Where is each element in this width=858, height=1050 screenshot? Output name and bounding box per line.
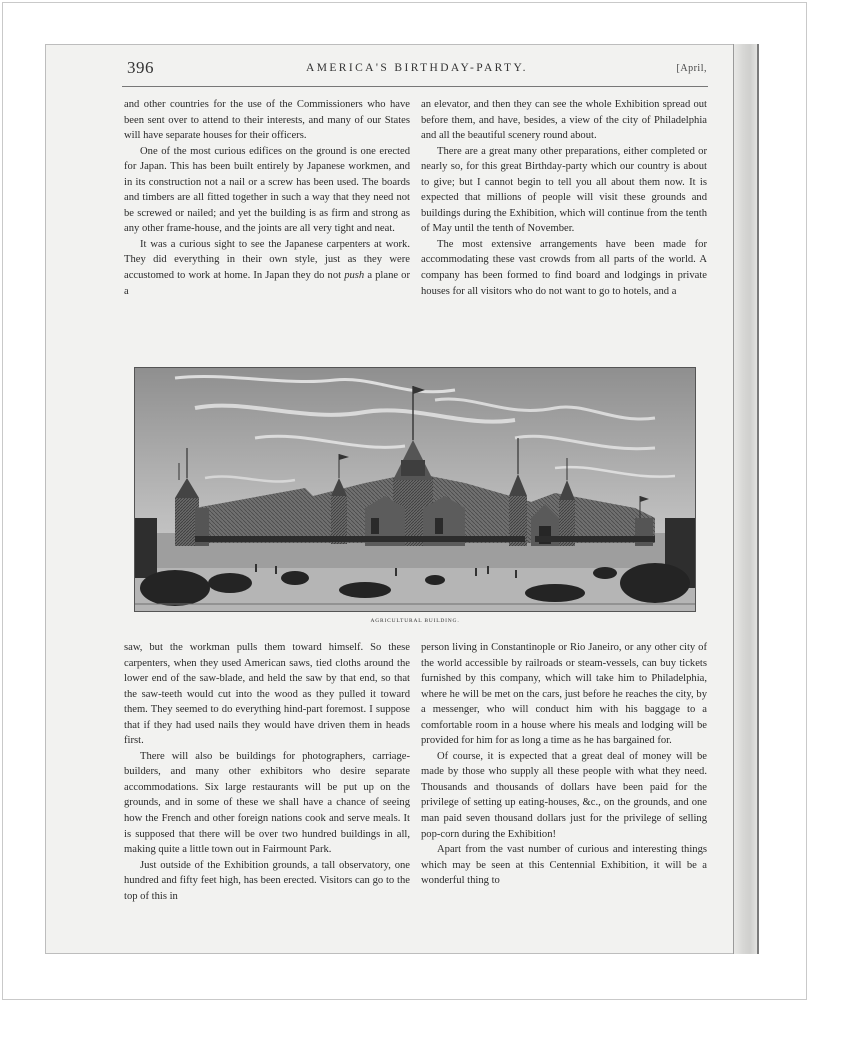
paragraph: person living in Constantinople or Rio Janeiro, or any other city of the world accessible by railroads or steam-vessels, can buy tickets furnished by this company, which will take him to Philadelphia, where he will be met on the cars, just before he reaches the city, by a messenger, who will conduct him with his baggage to a comfortable room in a house where his meals and lodging will be provided for him for as long a time as he has bargained for. [421, 642, 707, 747]
column-bottom-left [124, 640, 410, 904]
running-header [127, 58, 707, 80]
running-title: AMERICA'S BIRTHDAY-PARTY. [306, 62, 528, 74]
agricultural-building-engraving [135, 368, 695, 611]
column-bottom-right [421, 640, 707, 889]
page-number: 396 [127, 58, 154, 77]
column-top-right [421, 97, 707, 299]
paragraph: The most extensive arrangements have been made for accommodating these vast crowds from all parts of the world. A company has been formed to find board and lodgings in private houses for all visitors who do not want to go to hotels, and a [421, 238, 707, 297]
paragraph: Of course, it is expected that a great deal of money will be made by those who supply all these people with what they need. Thousands and thousands of dollars have been paid for the privilege of setting up eating-houses, &c., on the grounds, and one man paid seven thousand dollars just for the privilege of selling pop-corn during the Exhibition! [421, 750, 707, 840]
paragraph: It was a curious sight to see the Japanese carpenters at work. They did everything in their own style, just as they were accustomed to work at home. In Japan they do not push a plane or a [124, 238, 411, 297]
paragraph: saw, but the workman pulls them toward himself. So these carpenters, when they used American saws, tied cloths around the lower end of the saw-blade, and held the saw by that end, so that the saw-teeth would cut into the wood as they pulled it toward them. They seemed to do everything hind-part foremost. I suppose that if they had used nails they would have driven them in heads first. [124, 642, 410, 747]
paragraph: Just outside of the Exhibition grounds, a tall observatory, one hundred and fifty feet high, has been erected. Visitors can go to the top of this in [124, 859, 410, 902]
paragraph: There are a great many other preparations, either completed or nearly so, for this great Birthday-party which our country is about to give; but I cannot begin to tell you all about them now. It is expected that millions of people will visit these grounds and buildings during the Exhibition, which will continue from the tenth of May until the tenth of November. [421, 145, 707, 235]
illustration-caption: AGRICULTURAL BUILDING. [370, 618, 460, 624]
page-spine-edge [733, 44, 759, 954]
column-top-left [124, 97, 410, 299]
running-month: [April, [676, 63, 707, 74]
header-rule [122, 86, 708, 87]
paragraph: and other countries for the use of the Commissioners who have been sent over to attend to their interests, and many of our States will have separate houses for their officers. [124, 99, 410, 142]
engraving-illustration [134, 367, 696, 612]
paragraph: Apart from the vast number of curious and interesting things which may be seen at this Centennial Exhibition, it will be a wonderful thing to [421, 844, 707, 887]
paragraph: One of the most curious edifices on the ground is one erected for Japan. This has been built entirely by Japanese workmen, and in its construction not a nail or a screw has been used. The boards and timbers are all fitted together in such a way that they need not be screwed or nailed; and yet the building is as firm and strong as any other frame-house, and the joints are all very tight and neat. [124, 145, 410, 235]
paragraph: There will also be buildings for photographers, carriage-builders, and many other exhibitors who desire separate accommodations. Six large restaurants will be put up on the grounds, and in some of these we shall have a chance of seeing how the French and other foreign nations cook and serve meals. It is supposed that there will be over two hundred buildings in all, making quite a little town out in Fairmount Park. [124, 750, 410, 856]
emphasis: push [344, 270, 365, 282]
paragraph: an elevator, and then they can see the whole Exhibition spread out before them, and have, besides, a view of the city of Philadelphia and all the beautiful scenery round about. [421, 99, 707, 142]
